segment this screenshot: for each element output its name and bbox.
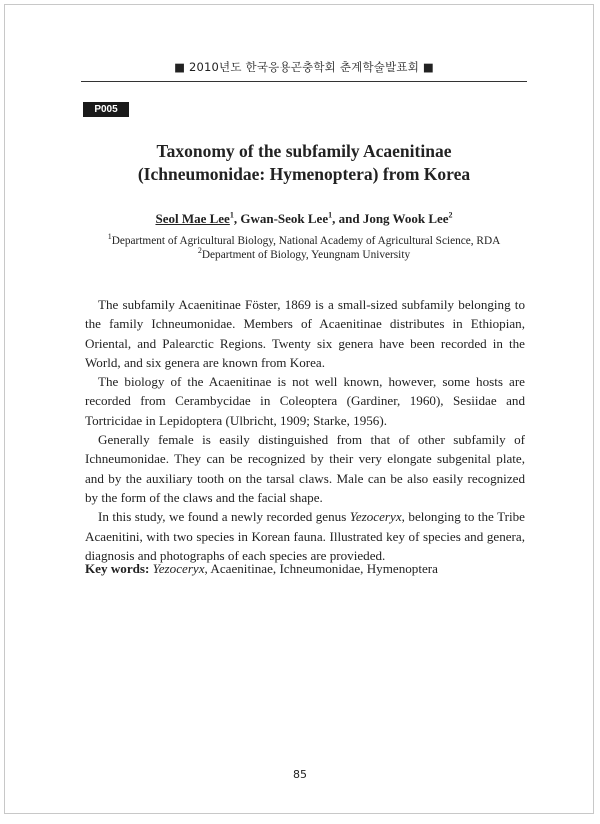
abstract-paragraph: Generally female is easily distinguished from that of other subfamily of Ichneumonidae. They can be recognized by their very elongate subgenital plate, and by the auxiliary tooth on the tarsal claws. Male can be also easily recognized by the form of the claws and the facial shape. [85, 432, 525, 505]
abstract-body [85, 295, 525, 565]
keywords-label: Key words: [85, 561, 150, 576]
conference-header: ■ 2010년도 한국응용곤충학회 춘계학술발표회 ■ [174, 60, 434, 74]
keyword-list: , Acaenitinae, Ichneumonidae, Hymenoptera [204, 561, 438, 576]
genus-name: Yezoceryx [349, 509, 402, 525]
author-name: Seol Mae Lee [155, 211, 230, 226]
abstract-paragraph [85, 507, 525, 565]
affiliation-mark: 2 [197, 245, 202, 255]
paper-title [81, 140, 527, 186]
author-list [81, 211, 527, 227]
title-line-2: (Ichneumonidae: Hymenoptera) from Korea [137, 164, 471, 184]
page-number: 85 [293, 768, 307, 781]
author-affil-mark: 1 [229, 210, 234, 220]
author-separator: , and [332, 211, 363, 226]
paragraph-text: , belonging to the Tribe Acaenitini, with two species in Korean fauna. Illustrated key of species and genera, diagnosis and photographs of each species are provieded. [85, 509, 525, 563]
author-affil-mark: 1 [328, 210, 333, 220]
affiliations [81, 232, 527, 262]
author-separator: , [233, 211, 241, 226]
paper-page [4, 4, 594, 814]
affiliation-text: Department of Biology, Yeungnam University [201, 248, 411, 261]
affiliation-line [81, 245, 527, 263]
author-affil-mark: 2 [448, 210, 453, 220]
title-line-1: Taxonomy of the subfamily Acaenitinae [156, 141, 452, 161]
abstract-paragraph: The subfamily Acaenitinae Föster, 1869 is a small-sized subfamily belonging to the family Ichneumonidae. Members of Acaenitinae distributes in Ethiopian, Oriental, and Palearctic Regions. Twenty six genera have been recorded in the World, and six genera are known from Korea. [85, 297, 525, 370]
header-rule [81, 81, 527, 82]
keyword-genus: Yezoceryx [152, 561, 205, 576]
affiliation-mark: 1 [107, 232, 112, 242]
affiliation-text: Department of Agricultural Biology, National Academy of Agricultural Science, RDA [111, 235, 501, 247]
author-name: Gwan-Seok Lee [240, 211, 329, 226]
paragraph-text: In this study, we found a newly recorded genus [98, 509, 350, 525]
affiliation-line [81, 232, 527, 249]
abstract-paragraph: The biology of the Acaenitinae is not well known, however, some hosts are recorded from Cerambycidae in Coleoptera (Gardiner, 1960), Sesiidae and Tortricidae in Lepidoptera (Ulbricht, 1909; Starke, 1956). [85, 374, 525, 428]
keywords-line [85, 561, 525, 577]
poster-id-badge: P005 [83, 102, 129, 117]
author-name: Jong Wook Lee [362, 211, 449, 226]
